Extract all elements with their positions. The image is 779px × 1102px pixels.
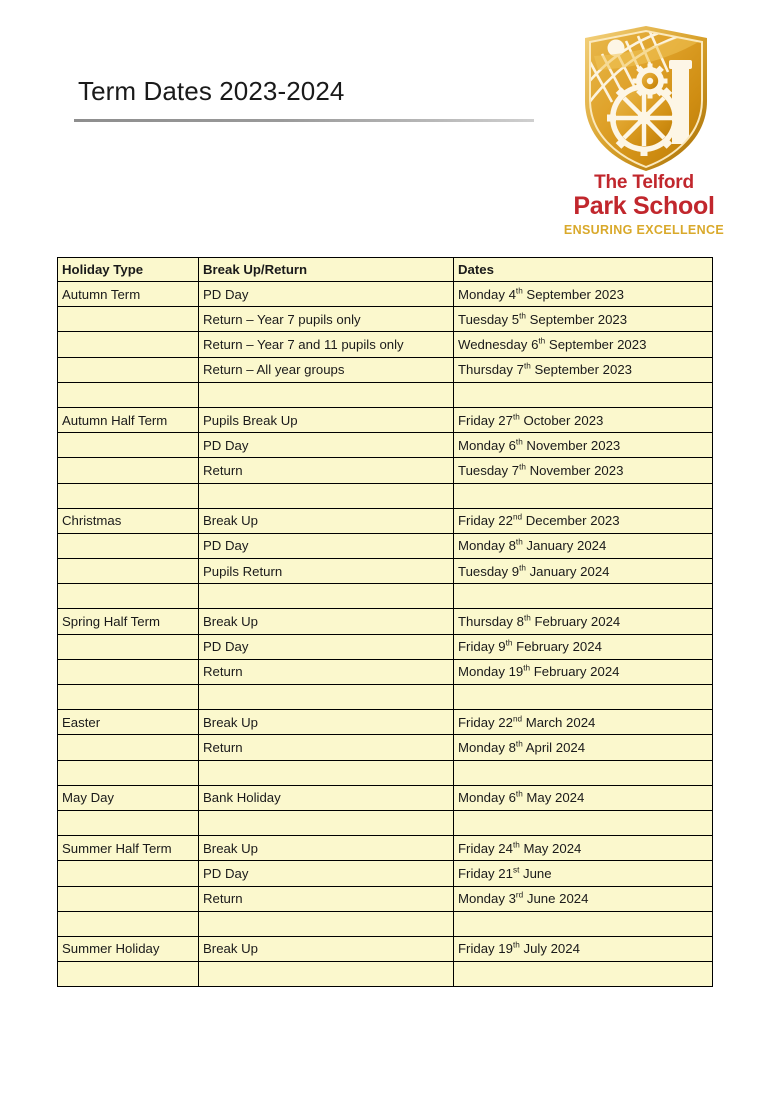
cell-break-up-return: Break Up	[199, 710, 454, 735]
cell-break-up-return	[199, 810, 454, 835]
document-header	[0, 0, 779, 250]
cell-holiday-type	[58, 533, 199, 558]
date-ordinal-suffix: th	[512, 412, 520, 422]
table-row	[58, 282, 713, 307]
table-row	[58, 609, 713, 634]
cell-date: Monday 4th September 2023	[454, 282, 713, 307]
table-header-row	[58, 258, 713, 282]
cell-date	[454, 382, 713, 407]
date-ordinal-suffix: th	[515, 538, 523, 548]
cell-date: Wednesday 6th September 2023	[454, 332, 713, 357]
date-ordinal-suffix: rd	[515, 890, 524, 900]
cell-date	[454, 911, 713, 936]
table-row	[58, 559, 713, 584]
cell-break-up-return: Return	[199, 735, 454, 760]
cell-holiday-type: Summer Half Term	[58, 836, 199, 861]
cell-break-up-return: PD Day	[199, 861, 454, 886]
cell-date	[454, 483, 713, 508]
cell-break-up-return: Break Up	[199, 508, 454, 533]
cell-date	[454, 584, 713, 609]
shield-crest-icon	[576, 26, 716, 171]
cell-holiday-type	[58, 458, 199, 483]
date-ordinal-suffix: th	[512, 840, 520, 850]
cell-date	[454, 962, 713, 987]
cell-date	[454, 760, 713, 785]
cell-date: Monday 8th January 2024	[454, 533, 713, 558]
table-row	[58, 911, 713, 936]
cell-holiday-type: Autumn Half Term	[58, 407, 199, 432]
cell-date: Tuesday 5th September 2023	[454, 307, 713, 332]
table-row	[58, 584, 713, 609]
cell-break-up-return: Return	[199, 458, 454, 483]
cell-break-up-return: Return – Year 7 and 11 pupils only	[199, 332, 454, 357]
date-ordinal-suffix: th	[515, 789, 523, 799]
cell-holiday-type	[58, 760, 199, 785]
date-ordinal-suffix: th	[523, 664, 531, 674]
cell-holiday-type	[58, 735, 199, 760]
logo-line-park-school: Park School	[573, 192, 715, 221]
table-row	[58, 936, 713, 961]
cell-break-up-return: PD Day	[199, 533, 454, 558]
date-ordinal-suffix: th	[538, 336, 546, 346]
date-ordinal-suffix: nd	[512, 714, 523, 724]
table-row	[58, 357, 713, 382]
cell-break-up-return	[199, 962, 454, 987]
table-row	[58, 433, 713, 458]
cell-date: Monday 8th April 2024	[454, 735, 713, 760]
date-ordinal-suffix: th	[519, 311, 526, 321]
date-ordinal-suffix: th	[512, 941, 520, 951]
cell-break-up-return	[199, 584, 454, 609]
cell-break-up-return: Pupils Return	[199, 559, 454, 584]
title-underline-rule	[74, 119, 534, 122]
cell-holiday-type	[58, 357, 199, 382]
cell-holiday-type	[58, 962, 199, 987]
date-ordinal-suffix: th	[519, 462, 526, 472]
cell-holiday-type	[58, 634, 199, 659]
date-ordinal-suffix: nd	[512, 512, 523, 522]
date-ordinal-suffix: th	[523, 613, 531, 623]
cell-date: Monday 6th May 2024	[454, 785, 713, 810]
cell-break-up-return: Break Up	[199, 836, 454, 861]
cell-date: Friday 22nd March 2024	[454, 710, 713, 735]
cell-holiday-type	[58, 483, 199, 508]
table-row	[58, 332, 713, 357]
cell-date: Monday 3rd June 2024	[454, 886, 713, 911]
table-row	[58, 710, 713, 735]
school-logo	[556, 26, 732, 242]
cell-break-up-return	[199, 685, 454, 710]
table-row	[58, 760, 713, 785]
cell-holiday-type	[58, 433, 199, 458]
date-ordinal-suffix: th	[523, 361, 531, 371]
cell-break-up-return: Bank Holiday	[199, 785, 454, 810]
cell-holiday-type: May Day	[58, 785, 199, 810]
table-row	[58, 407, 713, 432]
date-ordinal-suffix: st	[512, 865, 520, 875]
cell-break-up-return: PD Day	[199, 433, 454, 458]
table-row	[58, 685, 713, 710]
cell-break-up-return: Return – Year 7 pupils only	[199, 307, 454, 332]
cell-date: Thursday 8th February 2024	[454, 609, 713, 634]
cell-date: Friday 27th October 2023	[454, 407, 713, 432]
term-dates-table	[57, 257, 713, 987]
cell-date: Friday 22nd December 2023	[454, 508, 713, 533]
date-ordinal-suffix: th	[515, 739, 523, 749]
cell-holiday-type	[58, 861, 199, 886]
cell-holiday-type	[58, 911, 199, 936]
cell-holiday-type	[58, 685, 199, 710]
cell-break-up-return: PD Day	[199, 634, 454, 659]
cell-break-up-return: Break Up	[199, 609, 454, 634]
cell-date: Friday 9th February 2024	[454, 634, 713, 659]
cell-break-up-return	[199, 911, 454, 936]
cell-holiday-type	[58, 307, 199, 332]
cell-holiday-type	[58, 659, 199, 684]
cell-break-up-return	[199, 382, 454, 407]
cell-date: Thursday 7th September 2023	[454, 357, 713, 382]
logo-wordmark	[556, 172, 732, 240]
cell-date: Tuesday 9th January 2024	[454, 559, 713, 584]
table-row	[58, 659, 713, 684]
page-title: Term Dates 2023-2024	[78, 76, 345, 106]
column-header-break-up-return: Break Up/Return	[199, 258, 454, 282]
table-row	[58, 508, 713, 533]
table-row	[58, 962, 713, 987]
cell-holiday-type	[58, 559, 199, 584]
date-ordinal-suffix: th	[505, 638, 513, 648]
cell-break-up-return: PD Day	[199, 282, 454, 307]
cell-holiday-type	[58, 886, 199, 911]
table-row	[58, 861, 713, 886]
cell-date: Friday 19th July 2024	[454, 936, 713, 961]
cell-holiday-type	[58, 810, 199, 835]
cell-date: Friday 24th May 2024	[454, 836, 713, 861]
cell-break-up-return	[199, 483, 454, 508]
logo-line-the-telford: The Telford	[594, 172, 694, 193]
date-ordinal-suffix: th	[519, 563, 526, 573]
cell-holiday-type: Spring Half Term	[58, 609, 199, 634]
logo-tagline: ENSURING EXCELLENCE	[563, 222, 725, 237]
cell-date	[454, 810, 713, 835]
cell-break-up-return	[199, 760, 454, 785]
table-row	[58, 886, 713, 911]
table-row	[58, 785, 713, 810]
cell-date: Friday 21st June	[454, 861, 713, 886]
cell-date	[454, 685, 713, 710]
column-header-dates: Dates	[454, 258, 713, 282]
table-row	[58, 533, 713, 558]
cell-break-up-return: Break Up	[199, 936, 454, 961]
table-row	[58, 735, 713, 760]
table-row	[58, 810, 713, 835]
cell-break-up-return: Return	[199, 886, 454, 911]
cell-holiday-type: Autumn Term	[58, 282, 199, 307]
cell-date: Monday 6th November 2023	[454, 433, 713, 458]
cell-break-up-return: Return – All year groups	[199, 357, 454, 382]
cell-holiday-type	[58, 382, 199, 407]
cell-holiday-type	[58, 332, 199, 357]
table-row	[58, 382, 713, 407]
column-header-holiday-type: Holiday Type	[58, 258, 199, 282]
cell-break-up-return: Pupils Break Up	[199, 407, 454, 432]
table-body	[58, 282, 713, 987]
cell-holiday-type: Summer Holiday	[58, 936, 199, 961]
date-ordinal-suffix: th	[515, 437, 523, 447]
table-row	[58, 836, 713, 861]
cell-date: Tuesday 7th November 2023	[454, 458, 713, 483]
cell-break-up-return: Return	[199, 659, 454, 684]
cell-holiday-type	[58, 584, 199, 609]
table-row	[58, 483, 713, 508]
table-row	[58, 634, 713, 659]
cell-holiday-type: Christmas	[58, 508, 199, 533]
date-ordinal-suffix: th	[515, 286, 523, 296]
cell-holiday-type: Easter	[58, 710, 199, 735]
table-row	[58, 458, 713, 483]
table-row	[58, 307, 713, 332]
cell-date: Monday 19th February 2024	[454, 659, 713, 684]
